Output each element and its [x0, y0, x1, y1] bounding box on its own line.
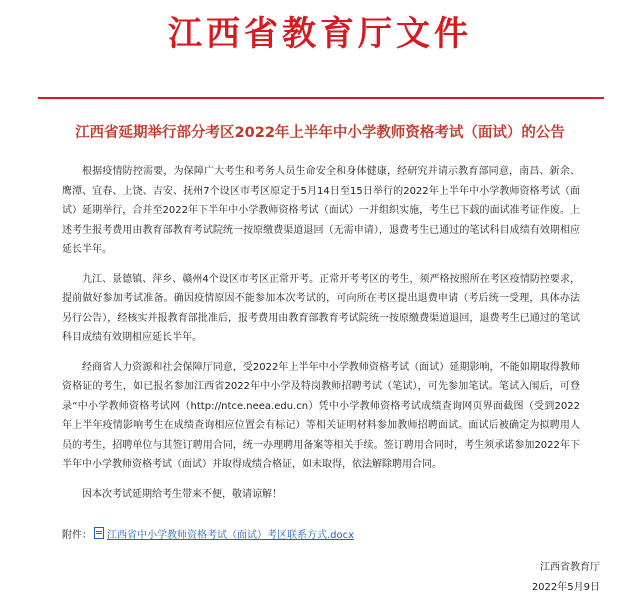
- document-title: 江西省延期举行部分考区2022年上半年中小学教师资格考试（面试）的公告: [75, 125, 565, 141]
- document-icon: [94, 527, 104, 539]
- header-title: 江西省教育厅文件: [168, 14, 472, 54]
- paragraph-4: 因本次考试延期给考生带来不便，敬请谅解！: [82, 488, 282, 500]
- paragraph-3: 经商省人力资源和社会保障厅同意，受2022年上半年中小学教师资格考试（面试）延期影响，不能如期取得教师资格证的考生，如已报名参加江西省2022年中小学及特岗教师招聘考试（笔试），可先参加笔试。笔试入闱后，可登录“中小学教师资格考试网（http://ntce.neea.edu.cn）凭中小学教师资格考试成绩查询网页界面截图（受到2022年上半年疫情影响考生在成绩查询相应位置会有标记）等相关证明材料参加教师招聘面试。面试后被确定为拟聘用人员的考生，招聘单位与其签订聘用合同，统一办理聘用备案等相关手续。签订聘用合同时，考生须承诺参加2022年下半年中小学教师资格考试（面试）并取得成绩合格证，如未取得，依法解除聘用合同。: [62, 361, 580, 470]
- paragraph-2: 九江、景德镇、萍乡、赣州4个设区市考区正常开考。正常开考考区的考生，须严格按照所在考区疫情防控要求，提前做好参加考试准备。确因疫情原因不能参加本次考试的，可向所在考区提出退费申请（考后统一受理，具体办法另行公告），经核实并报教育部批准后，报考费用由教育部教育考试院统一按原缴费渠道退回，退费考生已通过的笔试科目成绩有效期相应延长半年。: [62, 273, 580, 343]
- issue-date: 2022年5月9日: [531, 582, 600, 593]
- paragraph-1: 根据疫情防控需要，为保障广大考生和考务人员生命安全和身体健康，经研究并请示教育部同意，南昌、新余、鹰潭、宜春、上饶、吉安、抚州7个设区市考区原定于5月14日至15日举行的2022年上半年中小学教师资格考试（面试）延期举行，合并至2022年下半年中小学教师资格考试（面试）一并组织实施，考生已下载的面试准考证作废。上述考生报考费用由教育部教育考试院统一按原缴费渠道退回（无需申请），退费考生已通过的笔试科目成绩有效期相应延长半年。: [62, 166, 580, 255]
- signature: 江西省教育厅: [540, 562, 600, 573]
- document-body: [62, 162, 580, 514]
- red-divider: [38, 97, 604, 99]
- attachment-label: 附件：: [62, 530, 92, 541]
- attachment-line: [62, 527, 562, 544]
- attachment-link[interactable]: 江西省中小学教师资格考试（面试）考区联系方式.docx: [107, 530, 355, 541]
